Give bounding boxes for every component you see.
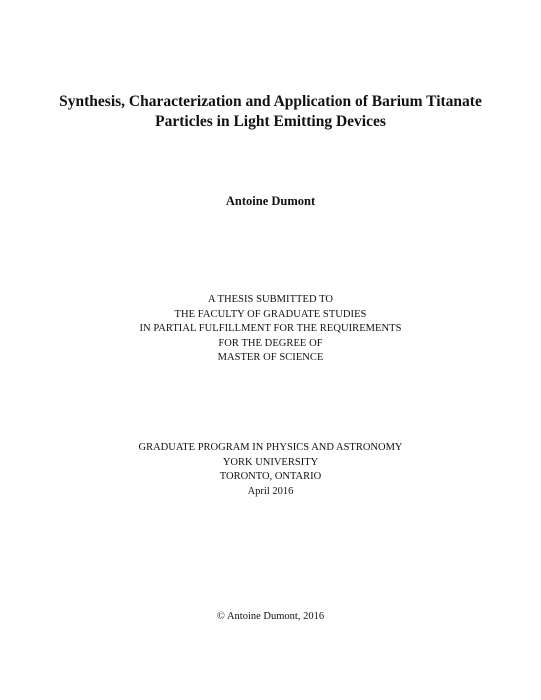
submission-statement <box>0 293 541 366</box>
author-name: Antoine Dumont <box>225 194 316 208</box>
university-name: YORK UNIVERSITY <box>222 456 319 468</box>
thesis-title-line-1: Synthesis, Characterization and Application of Barium Titanate <box>59 93 482 110</box>
statement-line: THE FACULTY OF GRADUATE STUDIES <box>174 308 367 320</box>
statement-line: FOR THE DEGREE OF <box>218 337 323 349</box>
program-name: GRADUATE PROGRAM IN PHYSICS AND ASTRONOMY <box>138 442 403 453</box>
statement-line: A THESIS SUBMITTED TO <box>207 294 334 305</box>
submission-date: April 2016 <box>247 485 294 497</box>
thesis-title-line-2: Particles in Light Emitting Devices <box>155 113 386 130</box>
copyright-notice: © Antoine Dumont, 2016 <box>216 611 325 622</box>
location: TORONTO, ONTARIO <box>219 471 322 482</box>
statement-line: IN PARTIAL FULFILLMENT FOR THE REQUIREMENTS <box>139 323 402 334</box>
thesis-title <box>0 92 541 132</box>
degree-name: MASTER OF SCIENCE <box>217 352 324 363</box>
program-block <box>0 441 541 499</box>
